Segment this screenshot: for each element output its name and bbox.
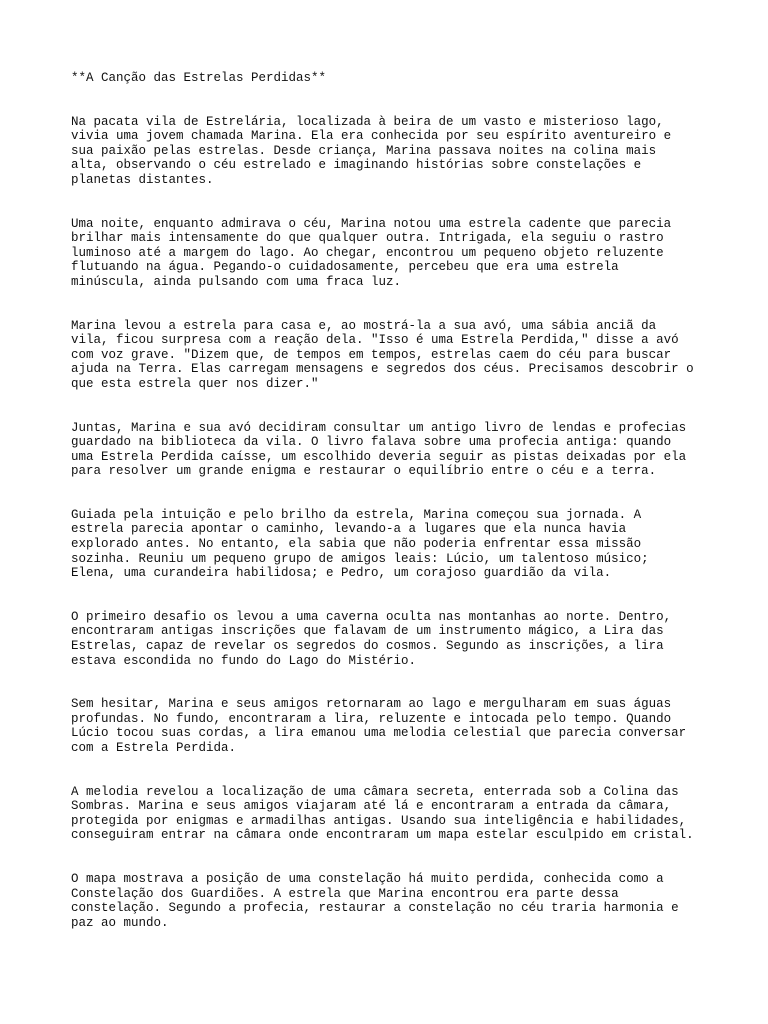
text-line: Juntas, Marina e sua avó decidiram consultar um antigo livro de lendas e profecias bbox=[71, 420, 687, 435]
text-line: Lúcio tocou suas cordas, a lira emanou uma melodia celestial que parecia conversar bbox=[71, 726, 687, 741]
paragraph bbox=[71, 217, 711, 290]
paragraph bbox=[71, 508, 711, 581]
text-line: O mapa mostrava a posição de uma constelação há muito perdida, conhecida como a bbox=[71, 871, 664, 886]
text-line: estava escondida no fundo do Lago do Mistério. bbox=[71, 653, 417, 668]
text-line: profundas. No fundo, encontraram a lira, reluzente e intocada pelo tempo. Quando bbox=[71, 711, 672, 726]
text-line: conseguiram entrar na câmara onde encontraram um mapa estelar esculpido em cristal. bbox=[71, 828, 694, 843]
text-line: Sem hesitar, Marina e seus amigos retornaram ao lago e mergulharam em suas águas bbox=[71, 697, 672, 712]
text-line: guardado na biblioteca da vila. O livro falava sobre uma profecia antiga: quando bbox=[71, 435, 672, 450]
text-line: Constelação dos Guardiões. A estrela que Marina encontrou era parte dessa bbox=[71, 886, 619, 901]
document-body bbox=[71, 71, 711, 959]
text-line: que esta estrela quer nos dizer." bbox=[71, 376, 319, 391]
text-line: vila, ficou surpresa com a reação dela. "Isso é uma Estrela Perdida," disse a avó bbox=[71, 333, 679, 348]
text-line: sozinha. Reuniu um pequeno grupo de amigos leais: Lúcio, um talentoso músico; bbox=[71, 551, 649, 566]
text-line: flutuando na água. Pegando-o cuidadosamente, percebeu que era uma estrela bbox=[71, 260, 619, 275]
text-line: uma Estrela Perdida caísse, um escolhido deveria seguir as pistas deixadas por ela bbox=[71, 449, 687, 464]
text-line: paz ao mundo. bbox=[71, 915, 169, 930]
text-line: Na pacata vila de Estrelária, localizada à beira de um vasto e misterioso lago, bbox=[71, 114, 664, 129]
text-line: vivia uma jovem chamada Marina. Ela era conhecida por seu espírito aventureiro e bbox=[71, 129, 672, 144]
text-line: Marina levou a estrela para casa e, ao mostrá-la a sua avó, uma sábia anciã da bbox=[71, 318, 657, 333]
text-line: sua paixão pelas estrelas. Desde criança, Marina passava noites na colina mais bbox=[71, 143, 657, 158]
text-line: com voz grave. "Dizem que, de tempos em tempos, estrelas caem do céu para buscar bbox=[71, 347, 672, 362]
text-line: O primeiro desafio os levou a uma caverna oculta nas montanhas ao norte. Dentro, bbox=[71, 609, 672, 624]
text-line: luminoso até a margem do lago. Ao chegar, encontrou um pequeno objeto reluzente bbox=[71, 245, 664, 260]
text-line: Uma noite, enquanto admirava o céu, Marina notou uma estrela cadente que parecia bbox=[71, 216, 672, 231]
text-line: Elena, uma curandeira habilidosa; e Pedro, um corajoso guardião da vila. bbox=[71, 566, 612, 581]
paragraph bbox=[71, 421, 711, 479]
text-line: encontraram antigas inscrições que falavam de um instrumento mágico, a Lira das bbox=[71, 624, 664, 639]
text-line: Sombras. Marina e seus amigos viajaram até lá e encontraram a entrada da câmara, bbox=[71, 799, 672, 814]
text-line: brilhar mais intensamente do que qualquer outra. Intrigada, ela seguiu o rastro bbox=[71, 231, 664, 246]
paragraph bbox=[71, 697, 711, 755]
paragraph-list bbox=[71, 115, 711, 931]
text-line: ajuda na Terra. Elas carregam mensagens e segredos dos céus. Precisamos descobrir o bbox=[71, 362, 694, 377]
text-line: Guiada pela intuição e pelo brilho da estrela, Marina começou sua jornada. A bbox=[71, 507, 642, 522]
paragraph bbox=[71, 115, 711, 188]
text-line: para resolver um grande enigma e restaurar o equilíbrio entre o céu e a terra. bbox=[71, 464, 657, 479]
text-line: constelação. Segundo a profecia, restaurar a constelação no céu traria harmonia e bbox=[71, 901, 679, 916]
paragraph bbox=[71, 785, 711, 843]
text-line: alta, observando o céu estrelado e imaginando histórias sobre constelações e bbox=[71, 158, 642, 173]
text-line: explorado antes. No entanto, ela sabia que não poderia enfrentar essa missão bbox=[71, 537, 642, 552]
paragraph bbox=[71, 319, 711, 392]
text-line: protegida por enigmas e armadilhas antigas. Usando sua inteligência e habilidades, bbox=[71, 813, 687, 828]
paragraph bbox=[71, 872, 711, 930]
text-line: A melodia revelou a localização de uma câmara secreta, enterrada sob a Colina das bbox=[71, 784, 679, 799]
document-title: **A Canção das Estrelas Perdidas** bbox=[71, 71, 327, 85]
text-line: planetas distantes. bbox=[71, 172, 214, 187]
text-line: minúscula, ainda pulsando com uma fraca luz. bbox=[71, 274, 402, 289]
text-line: com a Estrela Perdida. bbox=[71, 741, 237, 755]
text-line: estrela parecia apontar o caminho, levando-a a lugares que ela nunca havia bbox=[71, 522, 627, 537]
text-line: Estrelas, capaz de revelar os segredos do cosmos. Segundo as inscrições, a lira bbox=[71, 639, 664, 654]
paragraph bbox=[71, 610, 711, 668]
